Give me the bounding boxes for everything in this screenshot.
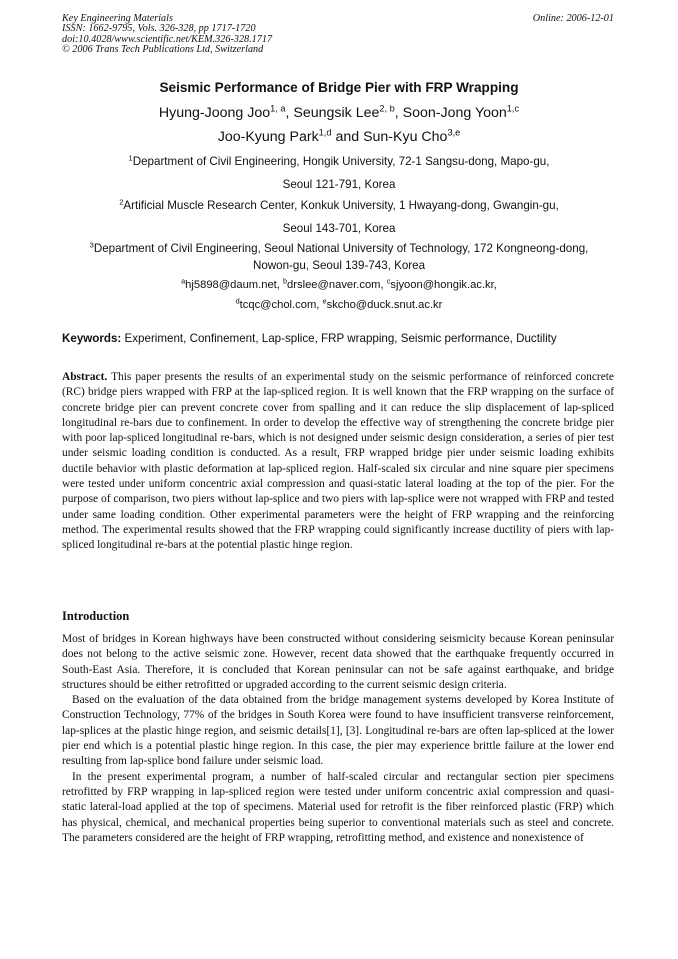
email-address: tcqc@chol.com bbox=[239, 299, 317, 311]
abstract-text: This paper presents the results of an experimental study on the seismic performance of reinforced concrete (RC) bridge piers wrapped with FRP at the lap-spliced region. It is well known that the FRP wrapping on the surface of concrete bridge pier can prevent concrete cover from spalling and it can reduce the slip displacement of lap-spliced longitudinal re-bars due to confinement. In order to develop the effective way of strengthening the concrete bridge pier with poor lap-spliced longitudinal re-bars, which is not designed under seismic design consideration, a series of pier test under seismic loading condition is conducted. As a result, FRP wrapped bridge pier under seismic loading exhibits ductile behavior with plastic deformation at lap-spliced region. Half-scaled six circular and nine square pier specimens were tested under uniform concentric axial compression and quasi-static lateral loading at the top of the pier. For the purpose of comparison, two piers without lap-splice and two piers with lap-splice were not wrapped with FRP and tested under same loading condition. Other experimental parameters were the height of FRP wrapping and the reinforcing method. The experimental results showed that the FRP wrapping could significantly increase ductility of piers with lap-spliced longitudinal re-bars at the potential plastic hinge region. bbox=[62, 371, 614, 552]
issn-line: ISSN: 1662-9795, Vols. 326-328, pp 1717-1720 bbox=[62, 23, 256, 35]
copyright-line: © 2006 Trans Tech Publications Ltd, Switzerland bbox=[62, 44, 264, 56]
author-sup: 1,c bbox=[506, 103, 520, 114]
section-heading-introduction: Introduction bbox=[62, 609, 130, 623]
keywords-text: Experiment, Confinement, Lap-splice, FRP wrapping, Seismic performance, Ductility bbox=[124, 332, 557, 345]
intro-paragraph: In the present experimental program, a number of half-scaled circular and rectangular section pier specimens retrofitted by FRP wrapping in lap-spliced region were tested under uniform concentric axial compression and quasi-static lateral-load applied at the top of specimens. Material used for retrofit is the fiber reinforced plastic (FRP) which has physical, chemical, and mechanical properties being superior to conventional materials such as steel and concrete. The parameters considered are the height of FRP wrapping, retrofitting method, and existence and nonexistence of bbox=[62, 770, 614, 844]
author-line-2 bbox=[60, 125, 618, 149]
author-name: Hyung-Joong Joo bbox=[158, 105, 271, 121]
keywords-label: Keywords: bbox=[62, 332, 122, 345]
affiliation-text: Seoul 143-701, Korea bbox=[282, 222, 396, 235]
intro-paragraph: Most of bridges in Korean highways have been constructed without considering seismicity because Korean peninsular does not belong to the active seismic zone. However, recent data showed that the earthquake frequently occurred in South-East Asia. Therefore, it is concluded that Korean peninsular can not be safe against earthquake, and bridge structures should be either retrofitted or upgraded according to the current seismic design criteria. bbox=[62, 633, 614, 691]
email-sup: d bbox=[235, 296, 240, 306]
email-address: skcho@duck.snut.ac.kr bbox=[326, 299, 443, 311]
affiliation-sup: 2 bbox=[119, 197, 124, 207]
author-line-1 bbox=[60, 101, 618, 125]
online-date: Online: 2006-12-01 bbox=[532, 13, 614, 24]
author-sup: 3,e bbox=[447, 127, 461, 138]
author-sup: 1,d bbox=[318, 127, 332, 138]
affiliation-3 bbox=[60, 240, 618, 274]
affiliation-sup: 1 bbox=[128, 153, 133, 163]
affiliation-text: Department of Civil Engineering, Hongik University, 72-1 Sangsu-dong, Mapo-gu, bbox=[132, 155, 550, 168]
author-sup: 1, a bbox=[270, 103, 286, 114]
author-sep: , bbox=[394, 105, 403, 121]
introduction-body bbox=[62, 632, 614, 846]
email-sup: a bbox=[181, 276, 186, 286]
affiliation-2 bbox=[60, 196, 618, 241]
author-name: Soon-Jong Yoon bbox=[402, 105, 507, 121]
affiliation-text: Nowon-gu, Seoul 139-743, Korea bbox=[252, 259, 426, 272]
affiliation-text: Department of Civil Engineering, Seoul National University of Technology, 172 Kongneong-dong, bbox=[93, 242, 589, 255]
keywords-line bbox=[62, 332, 622, 345]
email-sup: e bbox=[322, 296, 327, 306]
author-name: Seungsik Lee bbox=[293, 105, 380, 121]
email-sup: b bbox=[283, 276, 288, 286]
doi-line: doi:10.4028/www.scientific.net/KEM.326-328.1717 bbox=[62, 33, 273, 45]
author-list bbox=[60, 101, 618, 149]
author-name: Joo-Kyung Park bbox=[217, 129, 319, 145]
author-sup: 2, b bbox=[379, 103, 395, 114]
author-sep: , bbox=[285, 105, 294, 121]
author-name: Sun-Kyu Cho bbox=[363, 129, 448, 145]
abstract bbox=[62, 370, 614, 554]
intro-paragraph: Based on the evaluation of the data obtained from the bridge management systems developed by Korea Institute of Construction Technology, 77% of the bridges in South Korea were found to have insufficient transverse reinforcement, lap-splices at the plastic hinge region, and seismic details[1], [3]. Longitudinal re-bars are often lap-spliced at the lower pier end which is a potential plastic hinge region. In this case, the pier may experience brittle failure at the lower end resulting from lap-splice bond failure under seismic load. bbox=[62, 694, 614, 768]
journal-name: Key Engineering Materials bbox=[62, 13, 173, 24]
affiliation-1 bbox=[60, 152, 618, 197]
publication-header bbox=[62, 14, 272, 56]
affiliation-text: Artificial Muscle Research Center, Konkuk University, 1 Hwayang-dong, Gwangin-gu, bbox=[123, 199, 559, 212]
email-sup: c bbox=[386, 276, 391, 286]
paper-title: Seismic Performance of Bridge Pier with FRP Wrapping bbox=[159, 80, 519, 95]
email-address: hj5898@daum.net bbox=[185, 279, 277, 291]
email-address: sjyoon@hongik.ac.kr bbox=[390, 279, 494, 291]
affiliation-text: Seoul 121-791, Korea bbox=[282, 178, 396, 191]
affiliation-sup: 3 bbox=[89, 240, 94, 250]
abstract-label: Abstract. bbox=[62, 371, 108, 383]
email-list: $^a$hj5898@daum.net, $^b$drslee@naver.com, $^c$sjyoon@hongik.ac.kr, $^d$tcqc@chol.com, $^e$skcho@duck.snut.ac.kr bbox=[181, 276, 497, 311]
author-sep: and bbox=[331, 129, 364, 145]
email-address: drslee@naver.com bbox=[287, 279, 381, 291]
